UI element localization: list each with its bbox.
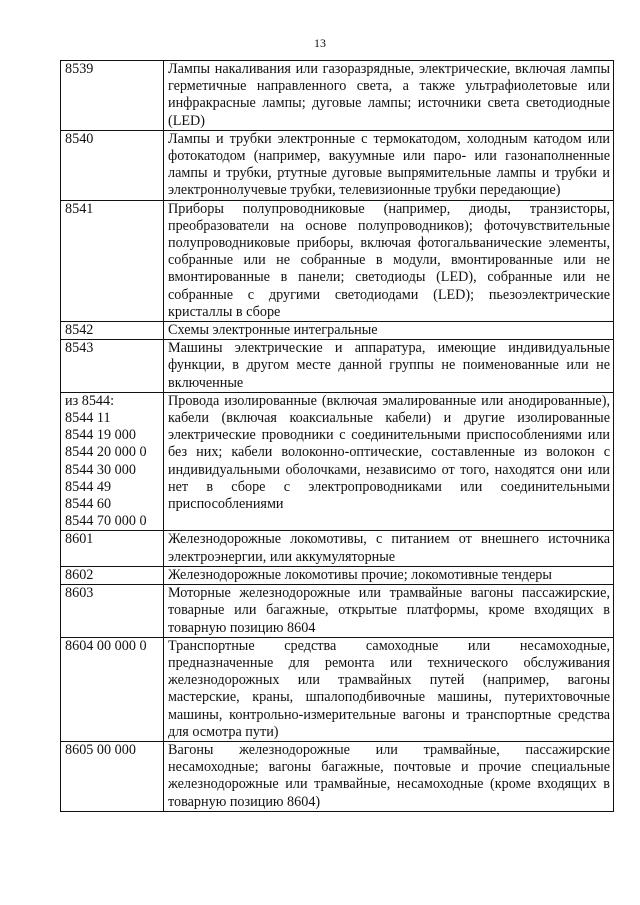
- code-value: 8601: [65, 531, 94, 548]
- code-cell: [61, 392, 164, 531]
- table-row: [61, 637, 614, 741]
- table-row: [61, 392, 614, 531]
- description-cell: Машины электрические и аппаратура, имеющие индивидуальные функции, в другом месте данной группы не поименованные или не включенные: [164, 340, 614, 393]
- description-cell: Железнодорожные локомотивы прочие; локомотивные тендеры: [164, 566, 614, 584]
- code-cell: [61, 322, 164, 340]
- code-cell: [61, 637, 164, 741]
- table-row: [61, 741, 614, 811]
- code-cell: [61, 585, 164, 638]
- description-cell: Провода изолированные (включая эмалированные или анодированные), кабели (включая коаксиальные кабели) и другие изолированные электрические проводники с соединительными приспособлениями или без них; кабели волоконно-оптические, составленные из волокон с индивидуальными оболочками, независимо от того, находятся они или нет в сборе с электропроводниками или соединительными приспособлениями: [164, 392, 614, 531]
- code-value: 8544 70 000 0: [65, 513, 147, 530]
- table-row: [61, 340, 614, 393]
- code-value: 8604 00 000 0: [65, 637, 147, 654]
- code-value: 8544 49: [65, 478, 112, 495]
- code-cell: [61, 741, 164, 811]
- code-value: 8541: [65, 200, 94, 217]
- description-cell: Схемы электронные интегральные: [164, 322, 614, 340]
- code-value: 8544 30 000: [65, 461, 136, 478]
- description-cell: Вагоны железнодорожные или трамвайные, пассажирские несамоходные; вагоны багажные, почтовые и прочие специальные железнодорожные или трамвайные, несамоходные (кроме входящих в товарную позицию 8604): [164, 741, 614, 811]
- code-value: 8544 60: [65, 496, 112, 513]
- page-number: 13: [314, 36, 326, 50]
- table-row: [61, 130, 614, 200]
- code-cell: [61, 130, 164, 200]
- code-cell: [61, 531, 164, 566]
- tariff-code-table: [60, 60, 614, 812]
- code-cell: [61, 566, 164, 584]
- description-cell: Транспортные средства самоходные или несамоходные, предназначенные для ремонта или технического обслуживания железнодорожных или трамвайных путей (например, вагоны мастерские, краны, шпалоподбивочные машины, путерихтовочные машины, контрольно-измерительные вагоны и транспортные средства для осмотра пути): [164, 637, 614, 741]
- code-value: из 8544:: [65, 392, 115, 409]
- code-value: 8544 20 000 0: [65, 444, 147, 461]
- table-row: [61, 61, 614, 131]
- code-value: 8542: [65, 322, 94, 339]
- code-value: 8602: [65, 566, 94, 583]
- code-value: 8603: [65, 585, 94, 602]
- description-cell: Моторные железнодорожные или трамвайные вагоны пассажирские, товарные или багажные, открытые платформы, кроме входящих в товарную позицию 8604: [164, 585, 614, 638]
- code-cell: [61, 61, 164, 131]
- table-row: [61, 566, 614, 584]
- code-value: 8544 19 000: [65, 427, 136, 444]
- description-cell: Лампы накаливания или газоразрядные, электрические, включая лампы герметичные направленного света, а также ультрафиолетовые или инфракрасные лампы; дуговые лампы; источники света светодиодные (LED): [164, 61, 614, 131]
- table-row: [61, 585, 614, 638]
- table-row: [61, 322, 614, 340]
- code-value: 8544 11: [65, 410, 111, 427]
- code-value: 8605 00 000: [65, 741, 136, 758]
- description-cell: Железнодорожные локомотивы, с питанием от внешнего источника электроэнергии, или аккумуляторные: [164, 531, 614, 566]
- table-row: [61, 531, 614, 566]
- code-value: 8543: [65, 340, 94, 357]
- code-cell: [61, 340, 164, 393]
- description-cell: Приборы полупроводниковые (например, диоды, транзисторы, преобразователи на основе полупроводников); фоточувствительные полупроводниковые приборы, включая фотогальванические элементы, собранные или не собранные в модули, вмонтированные или не вмонтированные в панели; светодиоды (LED), собранные или не собранные с другими светодиодами (LED); пьезоэлектрические кристаллы в сборе: [164, 200, 614, 321]
- description-cell: Лампы и трубки электронные с термокатодом, холодным катодом или фотокатодом (например, вакуумные или паро- или газонаполненные лампы и трубки, ртутные дуговые выпрямительные лампы и трубки и электроннолучевые трубки, телевизионные трубки передающие): [164, 130, 614, 200]
- code-cell: [61, 200, 164, 321]
- code-value: 8539: [65, 61, 94, 77]
- table-row: [61, 200, 614, 321]
- table-body: [61, 61, 614, 812]
- code-value: 8540: [65, 130, 94, 147]
